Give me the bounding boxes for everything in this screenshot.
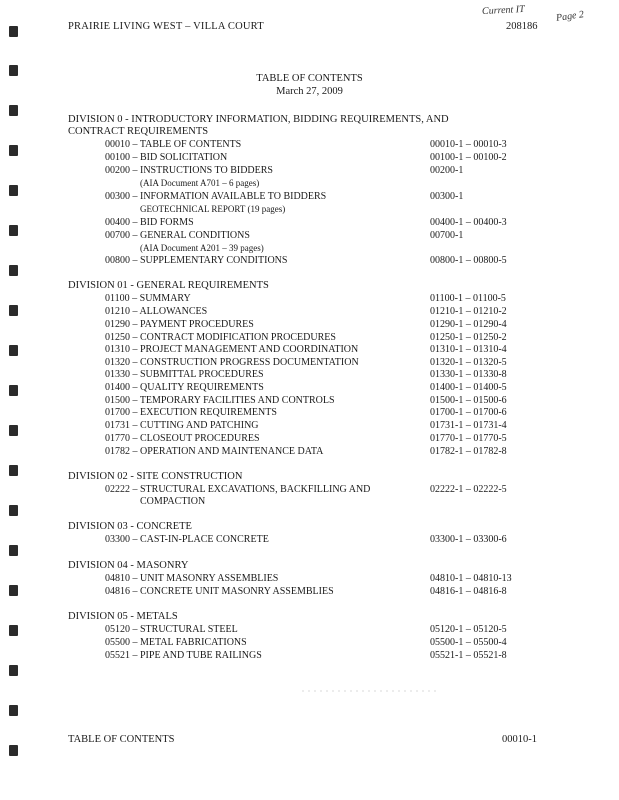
page-range: 05120-1 – 05120-5 [430, 624, 507, 635]
section-title: 05500 – METAL FABRICATIONS [105, 637, 247, 648]
section-title: 00100 – BID SOLICITATION [105, 152, 228, 163]
binder-hole-mark [9, 145, 18, 156]
footer-title: TABLE OF CONTENTS [68, 734, 175, 745]
page-range: 00800-1 – 00800-5 [430, 255, 507, 266]
binder-hole-mark [9, 345, 18, 356]
section-note: (AIA Document A701 – 6 pages) [140, 178, 260, 188]
section-title: 00800 – SUPPLEMENTARY CONDITIONS [105, 255, 288, 266]
binder-hole-mark [9, 425, 18, 436]
section-title: 01320 – CONSTRUCTION PROGRESS DOCUMENTATION [105, 357, 359, 368]
project-name: PRAIRIE LIVING WEST – VILLA COURT [68, 21, 264, 32]
page-range: 00100-1 – 00100-2 [430, 152, 507, 163]
binder-hole-mark [9, 545, 18, 556]
division-heading: DIVISION 0 - INTRODUCTORY INFORMATION, BIDDING REQUIREMENTS, AND [68, 114, 449, 125]
section-title: 04810 – UNIT MASONRY ASSEMBLIES [105, 573, 279, 584]
section-title: 00400 – BID FORMS [105, 217, 194, 228]
page-range: 01500-1 – 01500-6 [430, 395, 507, 406]
project-number: 208186 [506, 21, 538, 32]
page-range: 04810-1 – 04810-13 [430, 573, 512, 584]
page-range: 00400-1 – 00400-3 [430, 217, 507, 228]
binder-hole-mark [9, 225, 18, 236]
binder-hole-mark [9, 185, 18, 196]
section-title: 01100 – SUMMARY [105, 293, 191, 304]
division-heading: DIVISION 05 - METALS [68, 611, 178, 622]
page-range: 01770-1 – 01770-5 [430, 433, 507, 444]
page-range: 01250-1 – 01250-2 [430, 332, 507, 343]
binder-hole-mark [9, 745, 18, 756]
scan-dot-line [300, 690, 440, 692]
page-range: 05521-1 – 05521-8 [430, 650, 507, 661]
page-range: 00200-1 [430, 165, 464, 176]
page-range: 05500-1 – 05500-4 [430, 637, 507, 648]
section-title: 01310 – PROJECT MANAGEMENT AND COORDINATION [105, 344, 359, 355]
section-title-continued: COMPACTION [140, 496, 206, 507]
binder-hole-mark [9, 385, 18, 396]
page-range: 04816-1 – 04816-8 [430, 586, 507, 597]
section-title: 03300 – CAST-IN-PLACE CONCRETE [105, 534, 269, 545]
page-range: 01290-1 – 01290-4 [430, 319, 507, 330]
binder-hole-mark [9, 465, 18, 476]
section-note: (AIA Document A201 – 39 pages) [140, 243, 264, 253]
section-title: 01250 – CONTRACT MODIFICATION PROCEDURES [105, 332, 336, 343]
section-title: 05120 – STRUCTURAL STEEL [105, 624, 238, 635]
section-title: 01500 – TEMPORARY FACILITIES AND CONTROLS [105, 395, 335, 406]
binder-hole-mark [9, 305, 18, 316]
page-range: 01210-1 – 01210-2 [430, 306, 507, 317]
division-heading: DIVISION 03 - CONCRETE [68, 521, 192, 532]
binder-hole-mark [9, 625, 18, 636]
page-range: 01700-1 – 01700-6 [430, 407, 507, 418]
handwritten-note: Current IT [481, 3, 525, 18]
section-title: 02222 – STRUCTURAL EXCAVATIONS, BACKFILLING AND [105, 484, 371, 495]
section-title: 00200 – INSTRUCTIONS TO BIDDERS [105, 165, 273, 176]
page-range: 01731-1 – 01731-4 [430, 420, 507, 431]
section-title: 00010 – TABLE OF CONTENTS [105, 139, 242, 150]
binder-hole-mark [9, 665, 18, 676]
division-heading-continued: CONTRACT REQUIREMENTS [68, 126, 209, 137]
section-title: 01770 – CLOSEOUT PROCEDURES [105, 433, 260, 444]
section-title: 01700 – EXECUTION REQUIREMENTS [105, 407, 277, 418]
binder-hole-mark [9, 265, 18, 276]
handwritten-page-note: Page 2 [555, 9, 585, 24]
page-range: 00010-1 – 00010-3 [430, 139, 507, 150]
section-note: GEOTECHNICAL REPORT (19 pages) [140, 204, 286, 214]
page-range: 01330-1 – 01330-8 [430, 369, 507, 380]
page-range: 01310-1 – 01310-4 [430, 344, 507, 355]
division-heading: DIVISION 04 - MASONRY [68, 560, 189, 571]
division-heading: DIVISION 02 - SITE CONSTRUCTION [68, 471, 243, 482]
section-title: 01290 – PAYMENT PROCEDURES [105, 319, 254, 330]
section-title: 01210 – ALLOWANCES [105, 306, 208, 317]
section-title: 00700 – GENERAL CONDITIONS [105, 230, 250, 241]
binder-hole-mark [9, 585, 18, 596]
page-range: 00700-1 [430, 230, 464, 241]
document-date: March 27, 2009 [276, 86, 343, 97]
document-title: TABLE OF CONTENTS [256, 73, 363, 84]
section-title: 01330 – SUBMITTAL PROCEDURES [105, 369, 264, 380]
section-title: 04816 – CONCRETE UNIT MASONRY ASSEMBLIES [105, 586, 334, 597]
section-title: 01400 – QUALITY REQUIREMENTS [105, 382, 264, 393]
page-range: 02222-1 – 02222-5 [430, 484, 507, 495]
binder-hole-mark [9, 705, 18, 716]
page-range: 03300-1 – 03300-6 [430, 534, 507, 545]
page-range: 01100-1 – 01100-5 [430, 293, 506, 304]
page-range: 01782-1 – 01782-8 [430, 446, 507, 457]
page-range: 01400-1 – 01400-5 [430, 382, 507, 393]
section-title: 01782 – OPERATION AND MAINTENANCE DATA [105, 446, 324, 457]
page-range: 00300-1 [430, 191, 464, 202]
section-title: 05521 – PIPE AND TUBE RAILINGS [105, 650, 262, 661]
binder-hole-mark [9, 26, 18, 37]
division-heading: DIVISION 01 - GENERAL REQUIREMENTS [68, 280, 269, 291]
section-title: 00300 – INFORMATION AVAILABLE TO BIDDERS [105, 191, 327, 202]
page-range: 01320-1 – 01320-5 [430, 357, 507, 368]
section-title: 01731 – CUTTING AND PATCHING [105, 420, 259, 431]
binder-hole-mark [9, 105, 18, 116]
footer-page-number: 00010-1 [502, 734, 537, 745]
binder-hole-mark [9, 505, 18, 516]
